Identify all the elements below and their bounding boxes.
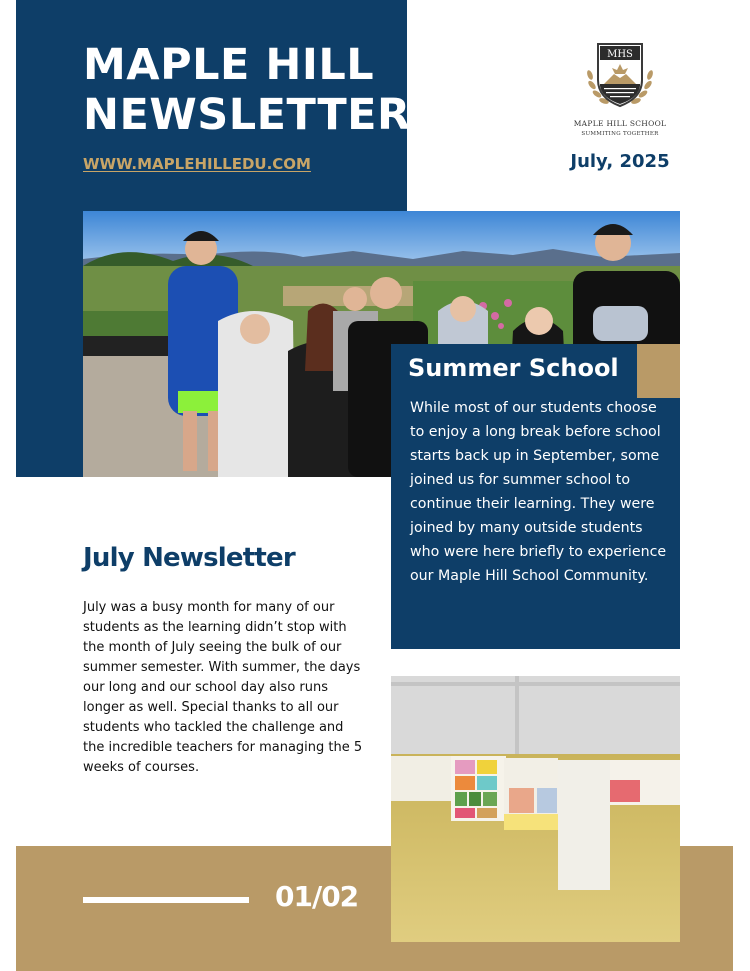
july-newsletter-text: July was a busy month for many of our students as the learning didn’t stop with the month of July seeing the bulk of our summer semester. With summer, the days our long and our school day also runs longer as well. Special thanks to all our students who tackled the challenge and the incredible teachers for managing the 5 weeks of courses. [83,600,363,775]
website-link[interactable]: WWW.MAPLEHILLEDU.COM [83,155,311,173]
crest-monogram: MHS [607,49,633,60]
july-newsletter-heading: July Newsletter [83,543,295,573]
school-motto: SUMMITING TOGETHER [581,131,659,137]
summer-school-text: While most of our students choose to enjoy a long break before school starts back up in September, some joined us for summer school to continue their learning. They were joined by many outside students who were here briefly to experience our Maple Hill School Community. [410,400,667,584]
page-number: 01/02 [275,880,359,913]
gold-accent-square [637,344,680,398]
title-line-1: MAPLE HILL [83,40,375,90]
title-line-2: NEWSLETTER [83,90,411,140]
footer-divider-line [83,897,249,903]
newsletter-title [83,40,411,140]
student-artwork-photo [391,676,680,942]
issue-date: July, 2025 [570,151,670,172]
summer-school-heading: Summer School [408,354,619,382]
school-name: MAPLE HILL SCHOOL [573,119,667,128]
